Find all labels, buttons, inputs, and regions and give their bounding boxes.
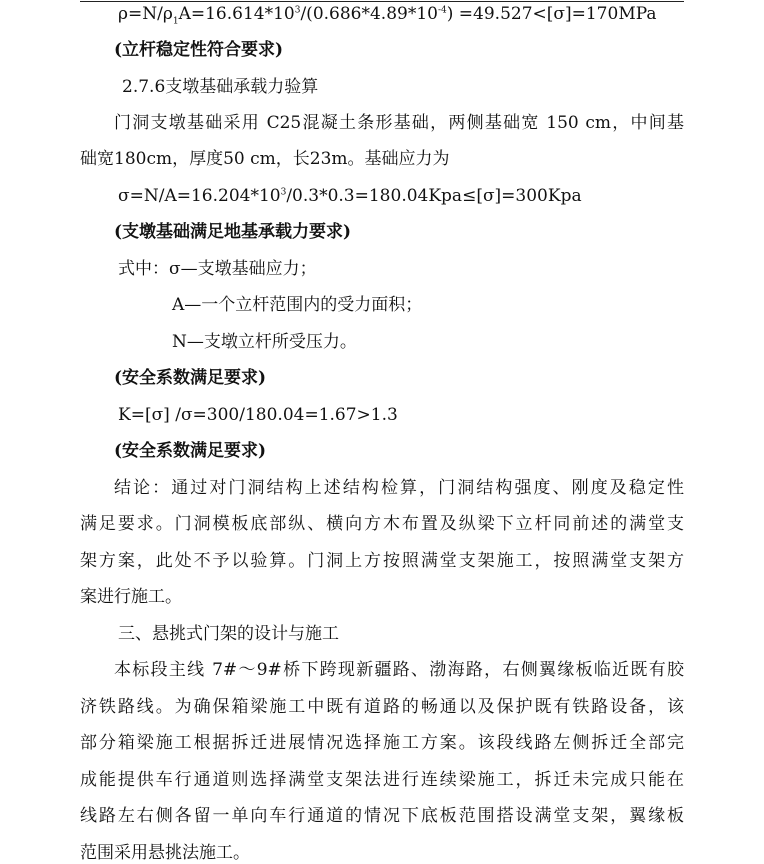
where-line: A—一个立杆范围内的受力面积； bbox=[172, 295, 423, 315]
where-line: N—支墩立杆所受压力。 bbox=[172, 332, 357, 352]
sigma-formula: $\sigma=N/A=16.204*10^3/0.3*0.3=180.04Kpa\le[\sigma]=300Kpa$ bbox=[118, 186, 582, 206]
heading-bearing: (支墩基础满足地基承载力要求) bbox=[114, 222, 352, 242]
project-paragraph-line: 济铁路线。为确保箱梁施工中既有道路的畅通以及保护既有铁路设备，该 bbox=[80, 697, 684, 717]
conclusion-paragraph-line: 架方案，此处不予以验算。门洞上方按照满堂支架施工，按照满堂支架方 bbox=[80, 551, 684, 571]
conclusion-paragraph-line: 案进行施工。 bbox=[80, 587, 182, 607]
project-paragraph-line: 本标段主线 7#～9#桥下跨现新疆路、渤海路，右侧翼缘板临近既有胶 bbox=[114, 660, 684, 680]
k-formula: K=[σ] /σ=300/180.04=1.67>1.3 bbox=[118, 405, 398, 425]
where-line: 式中：σ—支墩基础应力； bbox=[118, 259, 317, 279]
project-paragraph-line: 线路左右侧各留一单向车行通道的情况下底板范围搭设满堂支架，翼缘板 bbox=[80, 806, 684, 826]
project-paragraph-line: 部分箱梁施工根据拆迁进展情况选择施工方案。该段线路左侧拆迁全部完 bbox=[80, 733, 684, 753]
section-heading-2-7-6: 2.7.6支墩基础承载力验算 bbox=[122, 77, 319, 97]
heading-safety: (安全系数满足要求) bbox=[114, 441, 267, 461]
rho-formula: $\rho=N/\rho_1A=16.614*10^3/(0.686*4.89*10^{-4}) =49.527<[\sigma]=170MPa$ bbox=[118, 4, 657, 27]
foundation-paragraph-line: 门洞支墩基础采用 C25混凝土条形基础，两侧基础宽 150 cm，中间基 bbox=[114, 113, 684, 133]
project-paragraph-line: 成能提供车行通道则选择满堂支架法进行连续梁施工，拆迁未完成只能在 bbox=[80, 770, 684, 790]
project-paragraph-line: 范围采用悬挑法施工。 bbox=[80, 843, 250, 863]
section-heading-three: 三、悬挑式门架的设计与施工 bbox=[118, 624, 339, 644]
conclusion-paragraph-line: 满足要求。门洞模板底部纵、横向方木布置及纵梁下立杆同前述的满堂支 bbox=[80, 514, 684, 534]
heading-stability: (立杆稳定性符合要求) bbox=[114, 40, 284, 60]
conclusion-paragraph-line: 结论：通过对门洞结构上述结构检算，门洞结构强度、刚度及稳定性 bbox=[114, 478, 684, 498]
top-rule bbox=[80, 1, 684, 2]
foundation-paragraph-line: 础宽180cm，厚度50 cm，长23m。基础应力为 bbox=[80, 149, 450, 169]
heading-safety: (安全系数满足要求) bbox=[114, 368, 267, 388]
